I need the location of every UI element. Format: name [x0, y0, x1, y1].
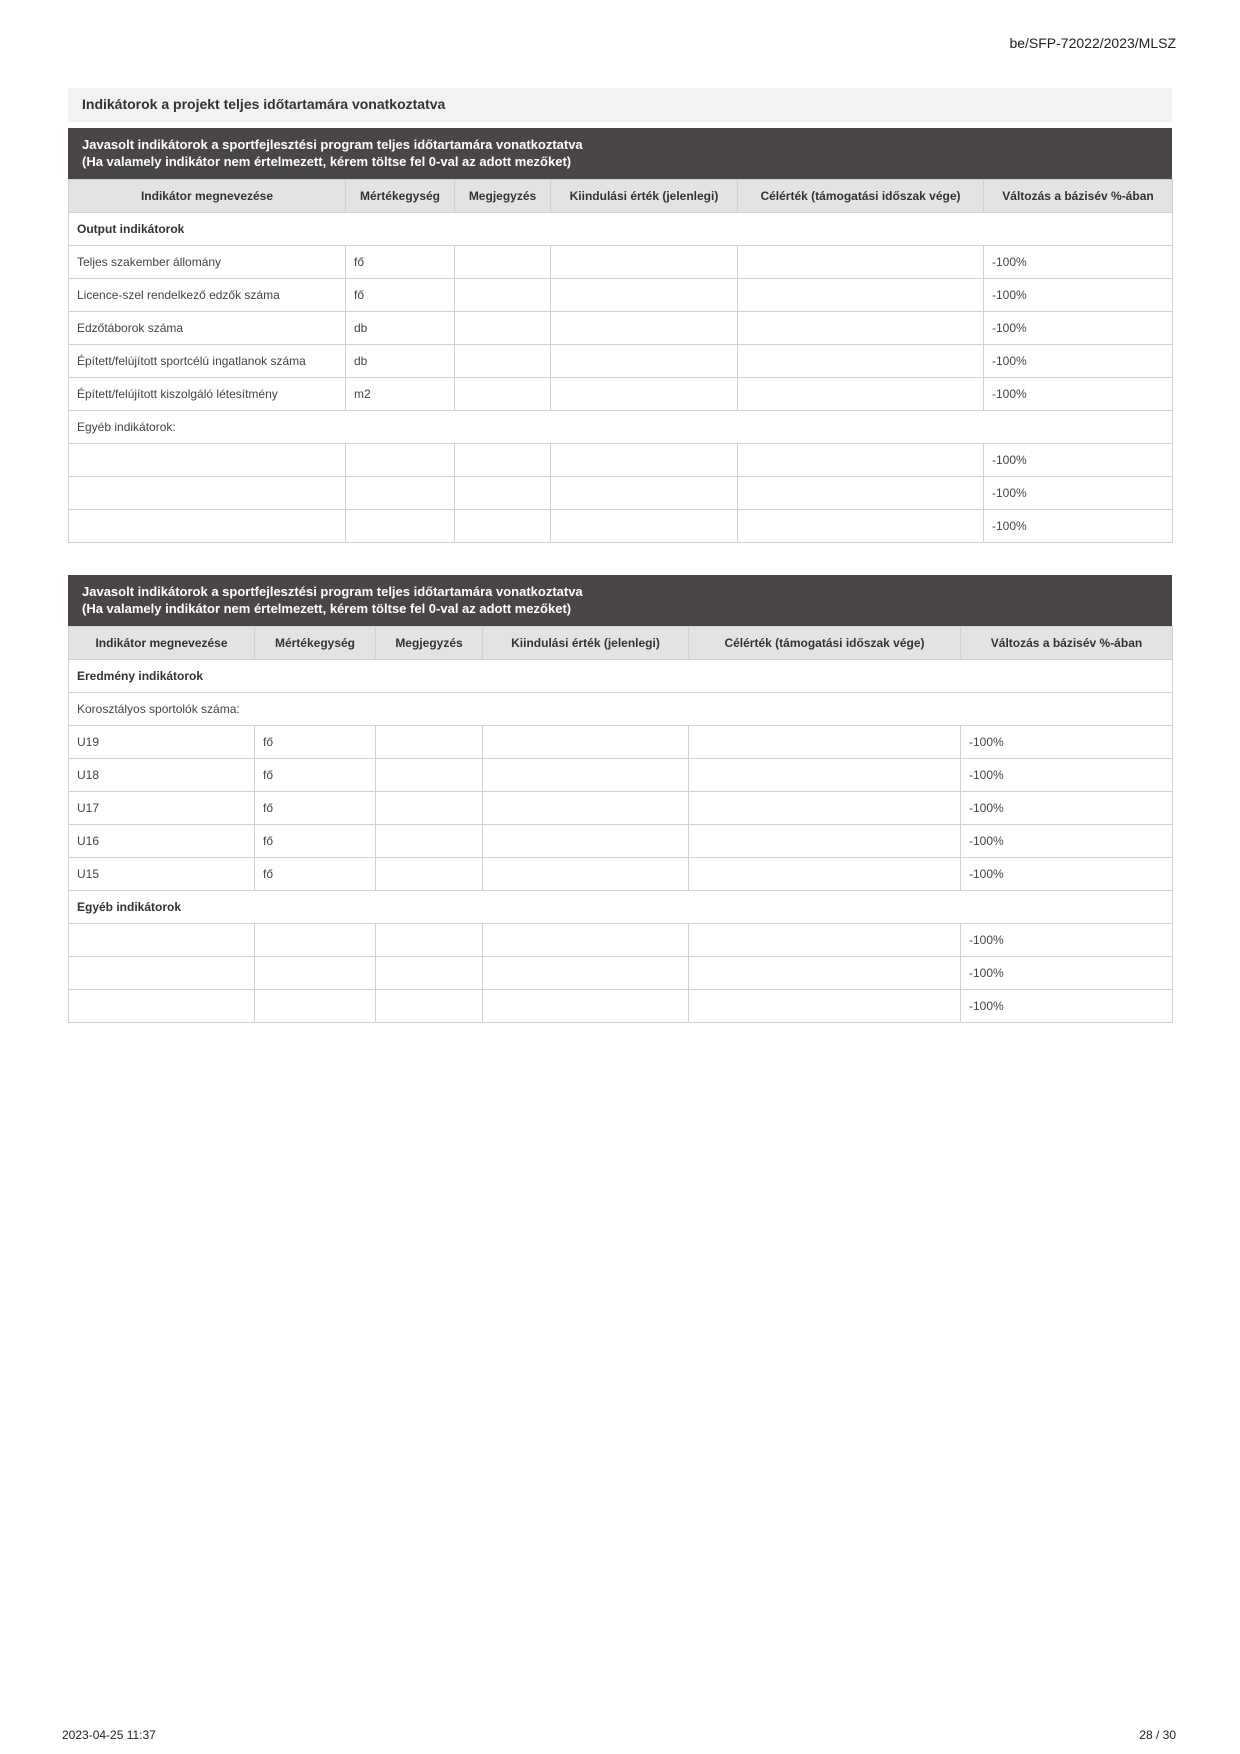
target-cell[interactable] — [738, 477, 984, 510]
table-header-banner — [68, 128, 1172, 179]
table-row — [69, 279, 1173, 312]
target-cell[interactable] — [689, 990, 961, 1023]
change-cell: -100% — [984, 477, 1173, 510]
indicator-name: Teljes szakember állomány — [69, 246, 346, 279]
other-indicators-label: Egyéb indikátorok: — [69, 411, 1173, 444]
note-cell[interactable] — [455, 444, 551, 477]
table-row — [69, 444, 1173, 477]
subgroup-label: Korosztályos sportolók száma: — [69, 693, 1173, 726]
unit-cell: fő — [346, 279, 455, 312]
note-cell[interactable] — [376, 759, 483, 792]
col-change: Változás a bázisév %-ában — [961, 627, 1173, 660]
baseline-cell[interactable] — [483, 858, 689, 891]
baseline-cell[interactable] — [483, 726, 689, 759]
note-cell[interactable] — [376, 957, 483, 990]
change-cell: -100% — [961, 990, 1173, 1023]
indicator-name: U15 — [69, 858, 255, 891]
target-cell[interactable] — [689, 957, 961, 990]
table-row — [69, 759, 1173, 792]
baseline-cell[interactable] — [551, 477, 738, 510]
banner-line-1: Javasolt indikátorok a sportfejlesztési program teljes időtartamára vonatkoztatva — [82, 137, 583, 152]
baseline-cell[interactable] — [551, 246, 738, 279]
col-baseline: Kiindulási érték (jelenlegi) — [551, 180, 738, 213]
banner-line-2: (Ha valamely indikátor nem értelmezett, kérem töltse fel 0-val az adott mezőket) — [82, 601, 572, 616]
unit-cell: fő — [255, 792, 376, 825]
unit-cell[interactable] — [346, 444, 455, 477]
table-row — [69, 957, 1173, 990]
note-cell[interactable] — [455, 246, 551, 279]
indicator-name: U19 — [69, 726, 255, 759]
table-row — [69, 990, 1173, 1023]
other-indicators-label: Egyéb indikátorok — [69, 891, 1173, 924]
unit-cell: m2 — [346, 378, 455, 411]
note-cell[interactable] — [376, 726, 483, 759]
unit-cell[interactable] — [255, 924, 376, 957]
target-cell[interactable] — [689, 858, 961, 891]
baseline-cell[interactable] — [483, 957, 689, 990]
unit-cell: db — [346, 345, 455, 378]
target-cell[interactable] — [689, 924, 961, 957]
indicator-name: U18 — [69, 759, 255, 792]
indicator-name[interactable] — [69, 924, 255, 957]
unit-cell: fő — [255, 825, 376, 858]
group-label: Output indikátorok — [69, 213, 1173, 246]
indicator-name[interactable] — [69, 444, 346, 477]
note-cell[interactable] — [376, 792, 483, 825]
baseline-cell[interactable] — [551, 444, 738, 477]
change-cell: -100% — [961, 825, 1173, 858]
target-cell[interactable] — [738, 510, 984, 543]
note-cell[interactable] — [455, 378, 551, 411]
target-cell[interactable] — [738, 378, 984, 411]
note-cell[interactable] — [376, 924, 483, 957]
change-cell: -100% — [984, 378, 1173, 411]
unit-cell: db — [346, 312, 455, 345]
unit-cell: fő — [255, 726, 376, 759]
baseline-cell[interactable] — [551, 279, 738, 312]
footer-page-number: 28 / 30 — [1139, 1728, 1176, 1742]
other-indicators-row — [69, 411, 1173, 444]
document-reference: be/SFP-72022/2023/MLSZ — [1009, 35, 1176, 51]
banner-line-1: Javasolt indikátorok a sportfejlesztési program teljes időtartamára vonatkoztatva — [82, 584, 583, 599]
indicator-name: Épített/felújított sportcélú ingatlanok száma — [69, 345, 346, 378]
unit-cell: fő — [255, 759, 376, 792]
baseline-cell[interactable] — [551, 510, 738, 543]
col-change: Változás a bázisév %-ában — [984, 180, 1173, 213]
change-cell: -100% — [984, 246, 1173, 279]
unit-cell: fő — [346, 246, 455, 279]
result-indicators-table — [68, 626, 1173, 1023]
other-indicators-row — [69, 891, 1173, 924]
target-cell[interactable] — [738, 279, 984, 312]
output-indicators-table — [68, 179, 1173, 543]
group-row — [69, 213, 1173, 246]
table-row — [69, 510, 1173, 543]
unit-cell[interactable] — [346, 510, 455, 543]
column-header-row — [69, 180, 1173, 213]
table-row — [69, 477, 1173, 510]
baseline-cell[interactable] — [551, 312, 738, 345]
baseline-cell[interactable] — [483, 990, 689, 1023]
col-target: Célérték (támogatási időszak vége) — [689, 627, 961, 660]
column-header-row — [69, 627, 1173, 660]
baseline-cell[interactable] — [551, 378, 738, 411]
banner-line-2: (Ha valamely indikátor nem értelmezett, kérem töltse fel 0-val az adott mezőket) — [82, 154, 572, 169]
note-cell[interactable] — [455, 279, 551, 312]
change-cell: -100% — [984, 510, 1173, 543]
target-cell[interactable] — [689, 726, 961, 759]
indicator-name: Licence-szel rendelkező edzők száma — [69, 279, 346, 312]
indicator-name[interactable] — [69, 957, 255, 990]
note-cell[interactable] — [376, 858, 483, 891]
change-cell: -100% — [961, 924, 1173, 957]
change-cell: -100% — [961, 792, 1173, 825]
target-cell[interactable] — [689, 825, 961, 858]
col-baseline: Kiindulási érték (jelenlegi) — [483, 627, 689, 660]
indicator-name: Épített/felújított kiszolgáló létesítmény — [69, 378, 346, 411]
table-header-banner — [68, 575, 1172, 626]
subgroup-row — [69, 693, 1173, 726]
col-indicator-name: Indikátor megnevezése — [69, 180, 346, 213]
output-indicators-block — [68, 128, 1172, 543]
target-cell[interactable] — [738, 246, 984, 279]
col-unit: Mértékegység — [255, 627, 376, 660]
table-row — [69, 792, 1173, 825]
table-row — [69, 378, 1173, 411]
indicator-name[interactable] — [69, 990, 255, 1023]
table-row — [69, 312, 1173, 345]
change-cell: -100% — [961, 759, 1173, 792]
change-cell: -100% — [961, 858, 1173, 891]
table-row — [69, 726, 1173, 759]
change-cell: -100% — [961, 726, 1173, 759]
target-cell[interactable] — [689, 792, 961, 825]
indicator-name[interactable] — [69, 477, 346, 510]
table-row — [69, 246, 1173, 279]
change-cell: -100% — [984, 312, 1173, 345]
note-cell[interactable] — [455, 345, 551, 378]
table-row — [69, 825, 1173, 858]
note-cell[interactable] — [455, 510, 551, 543]
indicator-name: U16 — [69, 825, 255, 858]
indicator-name[interactable] — [69, 510, 346, 543]
baseline-cell[interactable] — [551, 345, 738, 378]
change-cell: -100% — [984, 279, 1173, 312]
target-cell[interactable] — [738, 444, 984, 477]
target-cell[interactable] — [689, 759, 961, 792]
col-note: Megjegyzés — [455, 180, 551, 213]
change-cell: -100% — [961, 957, 1173, 990]
baseline-cell[interactable] — [483, 792, 689, 825]
target-cell[interactable] — [738, 312, 984, 345]
group-label: Eredmény indikátorok — [69, 660, 1173, 693]
change-cell: -100% — [984, 444, 1173, 477]
col-unit: Mértékegység — [346, 180, 455, 213]
note-cell[interactable] — [455, 312, 551, 345]
change-cell: -100% — [984, 345, 1173, 378]
table-row — [69, 858, 1173, 891]
note-cell[interactable] — [376, 825, 483, 858]
col-target: Célérték (támogatási időszak vége) — [738, 180, 984, 213]
baseline-cell[interactable] — [483, 759, 689, 792]
note-cell[interactable] — [376, 990, 483, 1023]
note-cell[interactable] — [455, 477, 551, 510]
col-note: Megjegyzés — [376, 627, 483, 660]
baseline-cell[interactable] — [483, 825, 689, 858]
target-cell[interactable] — [738, 345, 984, 378]
unit-cell[interactable] — [346, 477, 455, 510]
unit-cell[interactable] — [255, 990, 376, 1023]
unit-cell[interactable] — [255, 957, 376, 990]
col-indicator-name: Indikátor megnevezése — [69, 627, 255, 660]
result-indicators-block — [68, 575, 1172, 1023]
footer-timestamp: 2023-04-25 11:37 — [62, 1728, 156, 1742]
table-row — [69, 345, 1173, 378]
table-row — [69, 924, 1173, 957]
group-row — [69, 660, 1173, 693]
baseline-cell[interactable] — [483, 924, 689, 957]
indicator-name: Edzőtáborok száma — [69, 312, 346, 345]
section-title: Indikátorok a projekt teljes időtartamára vonatkoztatva — [68, 88, 1172, 122]
indicator-name: U17 — [69, 792, 255, 825]
unit-cell: fő — [255, 858, 376, 891]
